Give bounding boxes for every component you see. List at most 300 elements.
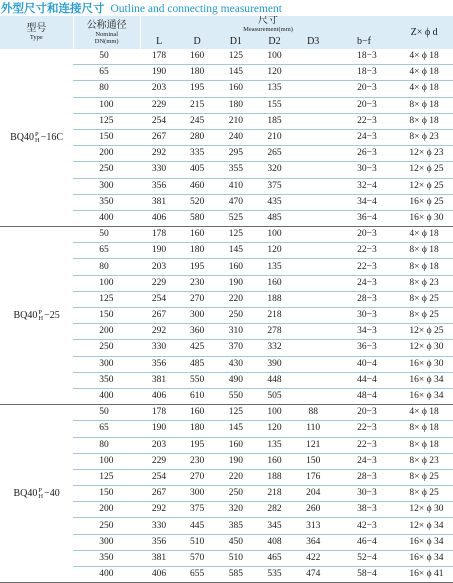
- cell-d: 520: [178, 194, 217, 210]
- cell-dn: 65: [73, 65, 140, 81]
- cell-d3: [294, 129, 333, 145]
- title-english: Outline and connecting measurement: [110, 3, 282, 15]
- cell-d1: 470: [216, 194, 255, 210]
- header-col-d1-label: D1: [229, 35, 242, 47]
- cell-bf: 52−4: [333, 550, 396, 566]
- cell-dn: 350: [73, 194, 140, 210]
- cell-dn: 350: [73, 372, 140, 388]
- cell-d: 195: [178, 259, 217, 275]
- cell-d: 655: [178, 567, 217, 583]
- table-row: [0, 49, 453, 65]
- cell-l: 190: [140, 65, 178, 81]
- cell-l: 178: [140, 49, 178, 65]
- table-body: [0, 49, 453, 583]
- cell-d2: 278: [255, 324, 294, 340]
- cell-d1: 145: [216, 243, 255, 259]
- header-measurement-cn: 尺寸: [258, 16, 279, 26]
- header-col-d-label: D: [193, 35, 201, 47]
- cell-d2: 345: [255, 518, 294, 534]
- cell-zd: 8× ϕ 18: [395, 113, 453, 129]
- cell-d1: 355: [216, 162, 255, 178]
- cell-d3: 204: [294, 486, 333, 502]
- cell-bf: 36−3: [333, 340, 396, 356]
- cell-d3: 364: [294, 534, 333, 550]
- cell-d: 570: [178, 550, 217, 566]
- cell-bf: 30−3: [333, 486, 396, 502]
- cell-d3: [294, 49, 333, 65]
- cell-d1: 250: [216, 308, 255, 324]
- type-sup: P: [38, 308, 43, 316]
- cell-zd: 8× ϕ 23: [395, 453, 453, 469]
- cell-d2: 155: [255, 97, 294, 113]
- cell-dn: 80: [73, 81, 140, 97]
- cell-d: 335: [178, 146, 217, 162]
- cell-zd: 8× ϕ 23: [395, 275, 453, 291]
- cell-bf: 20−3: [333, 97, 396, 113]
- cell-bf: 28−3: [333, 469, 396, 485]
- cell-d2: 120: [255, 65, 294, 81]
- type-base: BQ40: [10, 132, 35, 144]
- cell-bf: 20−3: [333, 227, 396, 243]
- header-dn-en1: Nominal: [95, 30, 119, 38]
- cell-zd: 8× ϕ 25: [395, 308, 453, 324]
- cell-d1: 125: [216, 227, 255, 243]
- cell-d3: [294, 388, 333, 404]
- cell-dn: 300: [73, 534, 140, 550]
- cell-l: 254: [140, 469, 178, 485]
- cell-d: 180: [178, 243, 217, 259]
- cell-l: 229: [140, 275, 178, 291]
- cell-d1: 490: [216, 372, 255, 388]
- type-sub: H: [38, 492, 44, 500]
- cell-zd: 12× ϕ 30: [395, 502, 453, 518]
- type-label: [0, 405, 73, 583]
- cell-d: 280: [178, 129, 217, 145]
- cell-d2: 448: [255, 372, 294, 388]
- cell-dn: 50: [73, 405, 140, 421]
- cell-dn: 250: [73, 518, 140, 534]
- cell-d1: 295: [216, 146, 255, 162]
- type-base: BQ40: [13, 310, 38, 322]
- cell-bf: 24−3: [333, 129, 396, 145]
- cell-d3: [294, 81, 333, 97]
- cell-d1: 410: [216, 178, 255, 194]
- cell-zd: 16× ϕ 30: [395, 210, 453, 226]
- cell-d2: 465: [255, 550, 294, 566]
- cell-l: 406: [140, 210, 178, 226]
- cell-bf: 24−3: [333, 275, 396, 291]
- header-col-d3-label: D3: [307, 35, 320, 47]
- cell-d: 160: [178, 227, 217, 243]
- cell-zd: 16× ϕ 25: [395, 194, 453, 210]
- cell-d3: [294, 372, 333, 388]
- cell-d: 215: [178, 97, 217, 113]
- type-superscript-stack: [38, 488, 43, 500]
- type-suffix: −25: [44, 310, 60, 322]
- cell-d: 230: [178, 453, 217, 469]
- cell-d3: 422: [294, 550, 333, 566]
- cell-bf: 36−4: [333, 210, 396, 226]
- type-suffix: −16C: [40, 132, 64, 144]
- cell-d3: 474: [294, 567, 333, 583]
- cell-dn: 125: [73, 113, 140, 129]
- cell-d1: 250: [216, 486, 255, 502]
- cell-l: 178: [140, 405, 178, 421]
- cell-d3: [294, 324, 333, 340]
- cell-l: 356: [140, 178, 178, 194]
- cell-zd: 12× ϕ 25: [395, 324, 453, 340]
- type-sub: H: [38, 314, 44, 322]
- cell-bf: 42−3: [333, 518, 396, 534]
- cell-d2: 100: [255, 227, 294, 243]
- cell-d1: 240: [216, 129, 255, 145]
- cell-bf: 34−4: [333, 194, 396, 210]
- cell-d2: 320: [255, 162, 294, 178]
- cell-dn: 80: [73, 259, 140, 275]
- cell-zd: 16× ϕ 34: [395, 388, 453, 404]
- cell-dn: 100: [73, 97, 140, 113]
- cell-bf: 34−3: [333, 324, 396, 340]
- cell-l: 254: [140, 113, 178, 129]
- cell-d1: 550: [216, 388, 255, 404]
- cell-l: 356: [140, 356, 178, 372]
- cell-d: 180: [178, 65, 217, 81]
- type-label: [0, 49, 73, 227]
- cell-d3: [294, 113, 333, 129]
- cell-d3: [294, 356, 333, 372]
- cell-zd: 4× ϕ 18: [395, 65, 453, 81]
- cell-zd: 12× ϕ 34: [395, 518, 453, 534]
- header-col-bf: [333, 33, 396, 49]
- cell-d3: [294, 340, 333, 356]
- cell-bf: 58−4: [333, 567, 396, 583]
- cell-d3: [294, 291, 333, 307]
- cell-d: 270: [178, 469, 217, 485]
- cell-l: 406: [140, 388, 178, 404]
- type-suffix: −40: [44, 488, 60, 500]
- cell-d2: 160: [255, 275, 294, 291]
- cell-zd: 8× ϕ 25: [395, 486, 453, 502]
- cell-d: 230: [178, 275, 217, 291]
- cell-l: 203: [140, 437, 178, 453]
- cell-d: 160: [178, 405, 217, 421]
- header-zd: Z× ϕ d: [395, 16, 453, 49]
- table-row: [0, 405, 453, 421]
- cell-dn: 350: [73, 550, 140, 566]
- cell-d2: 160: [255, 453, 294, 469]
- header-col-d2: [255, 33, 294, 49]
- cell-d: 195: [178, 81, 217, 97]
- cell-bf: 18−3: [333, 65, 396, 81]
- header-dn: [73, 16, 140, 49]
- cell-bf: 46−4: [333, 534, 396, 550]
- cell-bf: 30−3: [333, 162, 396, 178]
- cell-d: 300: [178, 486, 217, 502]
- cell-d3: [294, 97, 333, 113]
- cell-dn: 150: [73, 129, 140, 145]
- cell-bf: 44−4: [333, 372, 396, 388]
- cell-d2: 188: [255, 469, 294, 485]
- cell-dn: 100: [73, 453, 140, 469]
- cell-l: 254: [140, 291, 178, 307]
- cell-bf: 22−3: [333, 259, 396, 275]
- cell-l: 229: [140, 453, 178, 469]
- cell-d2: 210: [255, 129, 294, 145]
- cell-l: 381: [140, 550, 178, 566]
- cell-d: 160: [178, 49, 217, 65]
- cell-d1: 525: [216, 210, 255, 226]
- cell-bf: 18−3: [333, 49, 396, 65]
- cell-l: 330: [140, 340, 178, 356]
- cell-l: 330: [140, 518, 178, 534]
- cell-d1: 180: [216, 97, 255, 113]
- cell-d3: [294, 243, 333, 259]
- cell-dn: 200: [73, 146, 140, 162]
- cell-dn: 150: [73, 486, 140, 502]
- cell-d3: [294, 227, 333, 243]
- cell-dn: 300: [73, 356, 140, 372]
- cell-d2: 408: [255, 534, 294, 550]
- cell-dn: 125: [73, 469, 140, 485]
- cell-zd: 8× ϕ 18: [395, 243, 453, 259]
- cell-d: 300: [178, 308, 217, 324]
- cell-d1: 190: [216, 275, 255, 291]
- cell-zd: 12× ϕ 30: [395, 340, 453, 356]
- cell-dn: 50: [73, 49, 140, 65]
- cell-l: 229: [140, 97, 178, 113]
- header-col-d3: [294, 33, 333, 49]
- cell-d: 445: [178, 518, 217, 534]
- cell-bf: 20−3: [333, 81, 396, 97]
- header-measurement-en: Measurement(mm): [243, 26, 293, 33]
- cell-dn: 65: [73, 243, 140, 259]
- measurement-table: [0, 16, 453, 583]
- table-row: [0, 227, 453, 243]
- cell-d: 375: [178, 502, 217, 518]
- cell-dn: 100: [73, 275, 140, 291]
- cell-d1: 310: [216, 324, 255, 340]
- cell-d3: 110: [294, 421, 333, 437]
- cell-d3: [294, 162, 333, 178]
- cell-d: 460: [178, 178, 217, 194]
- cell-d1: 160: [216, 259, 255, 275]
- cell-d2: 218: [255, 486, 294, 502]
- header-row-top: [0, 16, 453, 33]
- cell-d: 510: [178, 534, 217, 550]
- cell-d1: 160: [216, 437, 255, 453]
- cell-d2: 390: [255, 356, 294, 372]
- cell-l: 267: [140, 129, 178, 145]
- cell-d2: 505: [255, 388, 294, 404]
- cell-l: 356: [140, 534, 178, 550]
- cell-d2: 100: [255, 49, 294, 65]
- cell-l: 203: [140, 259, 178, 275]
- cell-l: 292: [140, 502, 178, 518]
- cell-zd: 8× ϕ 18: [395, 259, 453, 275]
- cell-l: 190: [140, 421, 178, 437]
- title-chinese: 外型尺寸和连接尺寸: [1, 1, 105, 15]
- cell-d3: 121: [294, 437, 333, 453]
- cell-zd: 4× ϕ 18: [395, 49, 453, 65]
- cell-zd: 8× ϕ 18: [395, 437, 453, 453]
- cell-bf: 24−3: [333, 453, 396, 469]
- header-dn-en2: DN(mm): [94, 37, 119, 45]
- cell-zd: 4× ϕ 18: [395, 405, 453, 421]
- type-sup: P: [38, 486, 43, 494]
- cell-dn: 400: [73, 388, 140, 404]
- cell-l: 203: [140, 81, 178, 97]
- cell-zd: 12× ϕ 25: [395, 162, 453, 178]
- cell-zd: 16× ϕ 34: [395, 534, 453, 550]
- cell-d: 195: [178, 437, 217, 453]
- cell-d3: 313: [294, 518, 333, 534]
- cell-dn: 150: [73, 308, 140, 324]
- cell-d1: 160: [216, 81, 255, 97]
- cell-d3: [294, 210, 333, 226]
- cell-dn: 300: [73, 178, 140, 194]
- header-dn-cn: 公称通径: [86, 19, 127, 31]
- header-col-d2-label: D2: [268, 35, 281, 47]
- cell-d2: 282: [255, 502, 294, 518]
- cell-d3: [294, 308, 333, 324]
- cell-bf: 28−3: [333, 291, 396, 307]
- cell-zd: 8× ϕ 18: [395, 97, 453, 113]
- cell-d1: 510: [216, 550, 255, 566]
- cell-d: 610: [178, 388, 217, 404]
- cell-d2: 188: [255, 291, 294, 307]
- cell-d1: 320: [216, 502, 255, 518]
- cell-l: 406: [140, 567, 178, 583]
- cell-dn: 50: [73, 227, 140, 243]
- cell-d: 550: [178, 372, 217, 388]
- cell-d1: 220: [216, 291, 255, 307]
- cell-l: 267: [140, 486, 178, 502]
- cell-l: 330: [140, 162, 178, 178]
- cell-zd: 4× ϕ 18: [395, 81, 453, 97]
- cell-d3: [294, 146, 333, 162]
- cell-d2: 265: [255, 146, 294, 162]
- header-col-l: [140, 33, 178, 49]
- cell-bf: 26−3: [333, 146, 396, 162]
- cell-d1: 585: [216, 567, 255, 583]
- cell-zd: 12× ϕ 25: [395, 178, 453, 194]
- cell-d2: 120: [255, 421, 294, 437]
- header-type-en: Type: [29, 34, 43, 41]
- cell-l: 381: [140, 194, 178, 210]
- cell-d2: 218: [255, 308, 294, 324]
- cell-d1: 385: [216, 518, 255, 534]
- cell-bf: 48−4: [333, 388, 396, 404]
- type-label: [0, 227, 73, 405]
- type-base: BQ40: [13, 488, 38, 500]
- cell-dn: 200: [73, 324, 140, 340]
- cell-zd: 4× ϕ 18: [395, 227, 453, 243]
- header-col-l-label: L: [156, 35, 163, 47]
- cell-d2: 332: [255, 340, 294, 356]
- cell-dn: 250: [73, 340, 140, 356]
- cell-bf: 22−3: [333, 437, 396, 453]
- cell-l: 292: [140, 146, 178, 162]
- cell-zd: 8× ϕ 25: [395, 291, 453, 307]
- cell-d1: 145: [216, 421, 255, 437]
- cell-d2: 375: [255, 178, 294, 194]
- cell-d3: [294, 194, 333, 210]
- cell-dn: 400: [73, 210, 140, 226]
- cell-l: 292: [140, 324, 178, 340]
- cell-bf: 22−3: [333, 243, 396, 259]
- header-col-d: [178, 33, 217, 49]
- cell-d2: 535: [255, 567, 294, 583]
- cell-d1: 450: [216, 534, 255, 550]
- cell-d3: [294, 275, 333, 291]
- cell-d2: 135: [255, 437, 294, 453]
- cell-zd: 16× ϕ 34: [395, 550, 453, 566]
- cell-d3: [294, 259, 333, 275]
- cell-d: 425: [178, 340, 217, 356]
- header-type-cn: 型号: [26, 23, 47, 34]
- cell-d: 405: [178, 162, 217, 178]
- type-sup: P: [35, 130, 39, 138]
- cell-d2: 485: [255, 210, 294, 226]
- cell-d2: 135: [255, 81, 294, 97]
- page-title: [0, 0, 453, 16]
- cell-d3: [294, 65, 333, 81]
- cell-zd: 8× ϕ 23: [395, 129, 453, 145]
- cell-d2: 435: [255, 194, 294, 210]
- cell-dn: 400: [73, 567, 140, 583]
- cell-d: 245: [178, 113, 217, 129]
- header-col-d1: [216, 33, 255, 49]
- cell-d: 485: [178, 356, 217, 372]
- cell-d2: 185: [255, 113, 294, 129]
- cell-zd: 8× ϕ 18: [395, 421, 453, 437]
- cell-l: 190: [140, 243, 178, 259]
- cell-dn: 125: [73, 291, 140, 307]
- header-type: [0, 16, 73, 49]
- cell-d: 580: [178, 210, 217, 226]
- cell-d2: 100: [255, 405, 294, 421]
- cell-bf: 32−4: [333, 178, 396, 194]
- cell-bf: 22−3: [333, 113, 396, 129]
- cell-dn: 80: [73, 437, 140, 453]
- cell-zd: 16× ϕ 30: [395, 356, 453, 372]
- cell-d1: 190: [216, 453, 255, 469]
- cell-d2: 120: [255, 243, 294, 259]
- cell-d1: 220: [216, 469, 255, 485]
- cell-d3: 150: [294, 453, 333, 469]
- cell-zd: 16× ϕ 41: [395, 567, 453, 583]
- cell-d3: 176: [294, 469, 333, 485]
- type-sub: H: [35, 136, 40, 144]
- cell-d1: 430: [216, 356, 255, 372]
- header-col-bf-label: b−f: [356, 35, 371, 47]
- cell-d: 360: [178, 324, 217, 340]
- cell-d1: 145: [216, 65, 255, 81]
- cell-dn: 200: [73, 502, 140, 518]
- cell-zd: 16× ϕ 34: [395, 372, 453, 388]
- cell-bf: 22−3: [333, 421, 396, 437]
- cell-d: 180: [178, 421, 217, 437]
- cell-bf: 30−3: [333, 308, 396, 324]
- cell-d: 270: [178, 291, 217, 307]
- cell-d2: 135: [255, 259, 294, 275]
- type-superscript-stack: [38, 310, 43, 322]
- cell-l: 178: [140, 227, 178, 243]
- cell-d1: 125: [216, 405, 255, 421]
- cell-d3: [294, 178, 333, 194]
- cell-d1: 370: [216, 340, 255, 356]
- cell-zd: 12× ϕ 23: [395, 146, 453, 162]
